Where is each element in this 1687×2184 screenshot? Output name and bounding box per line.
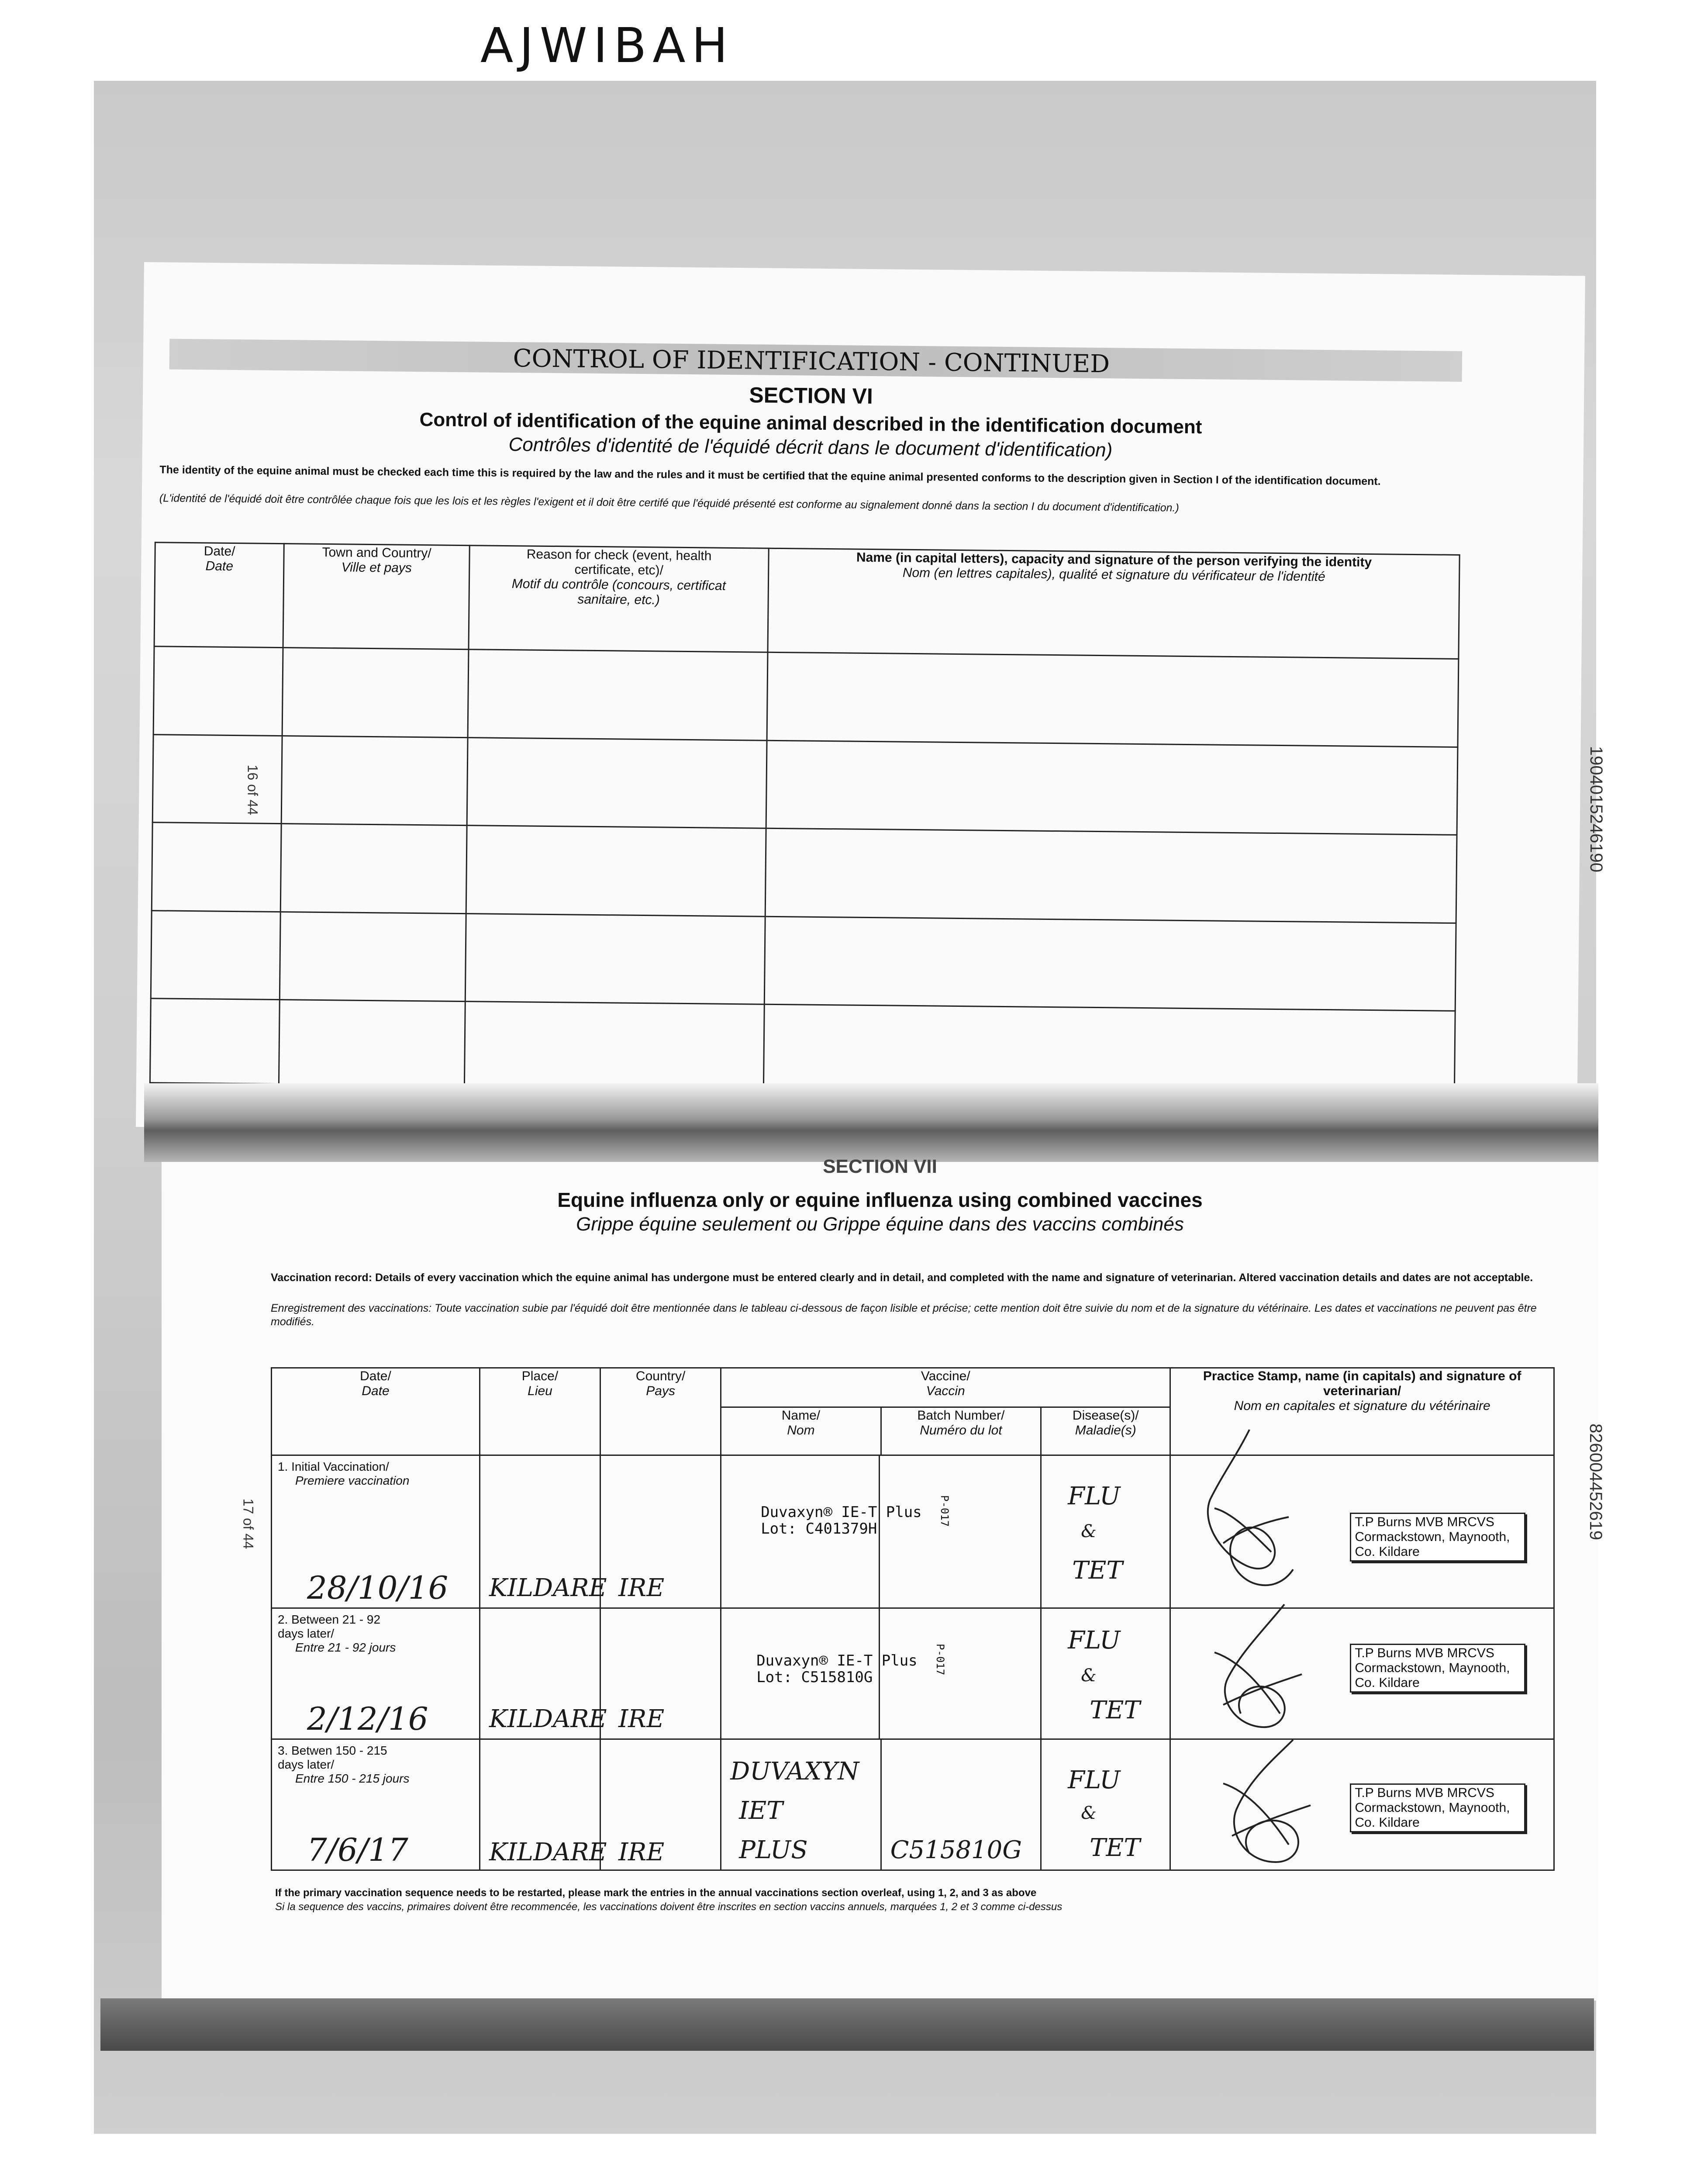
- col-town-fr: Ville et pays: [341, 560, 412, 575]
- vet-signature: [1188, 1735, 1328, 1875]
- page-section-vi: [136, 262, 1585, 1141]
- table-cell: [280, 824, 467, 914]
- table-cell: [465, 913, 765, 1004]
- table-row: [152, 734, 1458, 835]
- name-hw-3: PLUS: [739, 1836, 808, 1864]
- section-vii-title: SECTION VII: [823, 1156, 937, 1177]
- col-stamp-fr: Nom en capitales et signature du vétérinaire: [1234, 1399, 1490, 1413]
- col-place-fr: Lieu: [528, 1384, 552, 1398]
- name-hw-2: IET: [739, 1797, 783, 1825]
- section-title: SECTION VI: [749, 383, 873, 409]
- heading-en: Control of identification of the equine animal described in the identification document: [419, 409, 1202, 438]
- vet-cell: [1170, 1739, 1554, 1870]
- vet-signature: [1184, 1421, 1315, 1609]
- footer-fr: Si la sequence des vaccins, primaires doivent être recommencée, les vaccinations doivent être inscrites en section vaccins annuels, marquées 1, 2 et 3 comme ci-dessus: [275, 1901, 1063, 1913]
- stamp-line-1: T.P Burns MVB MRCVS: [1355, 1515, 1494, 1529]
- col-vaccine-en: Vaccine/: [921, 1369, 970, 1383]
- banner-title: CONTROL OF IDENTIFICATION - CONTINUED: [513, 344, 1110, 379]
- disease-1: FLU: [1068, 1482, 1121, 1510]
- vaccine-label-cell: [721, 1455, 1041, 1608]
- disease-3: TET: [1090, 1834, 1140, 1862]
- practice-stamp: [1350, 1513, 1525, 1562]
- sticker-code: P-017: [934, 1644, 947, 1676]
- sticker-lot: Lot: C515810G: [756, 1669, 873, 1686]
- col-place-en: Place/: [521, 1369, 559, 1383]
- practice-stamp: [1350, 1644, 1525, 1693]
- col-date: [272, 1368, 480, 1455]
- page-section-vii: [162, 1156, 1598, 2001]
- stamp-line-3: Co. Kildare: [1355, 1545, 1420, 1559]
- batch-divider: [879, 1609, 880, 1740]
- col-batch-en: Batch Number/: [917, 1408, 1005, 1423]
- row-label-cell: [272, 1455, 480, 1608]
- disease-cell: [1041, 1739, 1170, 1870]
- footer-en: If the primary vaccination sequence needs to be restarted, please mark the entries in the annual vaccinations section overleaf, using 1, 2, and 3 as above: [275, 1887, 1037, 1899]
- stamp-line-3: Co. Kildare: [1355, 1815, 1420, 1830]
- table-cell: [464, 1002, 764, 1089]
- table-cell: [766, 740, 1458, 835]
- table-cell: [467, 737, 767, 828]
- row-label-en: 2. Between 21 - 92 days later/: [278, 1613, 381, 1640]
- disease-cell: [1041, 1455, 1170, 1608]
- page-number-17: 17 of 44: [240, 1498, 256, 1549]
- col-date-fr: Date: [205, 559, 234, 574]
- disease-cell: [1041, 1608, 1170, 1739]
- disease-2: &: [1081, 1666, 1097, 1686]
- place-handwritten: KILDARE: [489, 1705, 607, 1733]
- vaccination-table: [271, 1367, 1555, 1871]
- country-handwritten: IRE: [618, 1705, 665, 1733]
- col-place: [480, 1368, 600, 1455]
- country-handwritten: IRE: [618, 1574, 665, 1602]
- disease-2: &: [1081, 1521, 1097, 1541]
- table-cell: [466, 826, 766, 916]
- vaccine-sticker: [756, 1652, 917, 1686]
- col-reason-en: Reason for check (event, health certificate, etc)/: [526, 547, 712, 578]
- table-cell: [765, 828, 1457, 923]
- stamp-line-1: T.P Burns MVB MRCVS: [1355, 1646, 1494, 1660]
- batch-divider: [879, 1456, 880, 1609]
- row-label-cell: [272, 1739, 480, 1870]
- col-verifier-en: Name (in capital letters), capacity and signature of the person verifying the identity: [856, 550, 1372, 570]
- vaccination-note-en: [271, 1271, 1581, 1285]
- edge-number-upper: 1904015246190: [1587, 746, 1606, 873]
- vet-cell: [1170, 1608, 1554, 1739]
- table-cell: [150, 999, 279, 1084]
- table-row: [153, 646, 1459, 747]
- col-disease: [1041, 1407, 1170, 1455]
- row-label-cell: [272, 1608, 480, 1739]
- page-fold: [144, 1083, 1598, 1162]
- vaccination-note-fr: Enregistrement des vaccinations: Toute vaccination subie par l'équidé doit être mentionnée dans le tableau ci-dessous de façon lisible et précise; cette mention doit être suivie du nom et de la signature du vétérinaire. Les dates et vaccinations ne peuvent pas être modifiés.: [271, 1302, 1537, 1328]
- col-reason-fr: Motif du contrôle (concours, certificat sanitaire, etc.): [511, 577, 726, 608]
- sticker-code: P-017: [938, 1495, 951, 1527]
- col-name-en: Name/: [781, 1408, 821, 1423]
- table-cell: [763, 1005, 1455, 1095]
- disease-3: TET: [1090, 1696, 1140, 1724]
- row-label-en: 3. Betwen 150 - 215 days later/: [278, 1744, 387, 1771]
- col-disease-fr: Maladie(s): [1075, 1423, 1136, 1438]
- practice-stamp: [1350, 1783, 1525, 1832]
- col-country: [600, 1368, 721, 1455]
- heading-vii-fr: Grippe équine seulement ou Grippe équine dans des vaccins combinés: [576, 1213, 1184, 1235]
- col-verifier: [768, 548, 1459, 659]
- table-cell: [152, 822, 281, 912]
- row-label-fr: Entre 150 - 215 jours: [295, 1772, 410, 1785]
- country-cell: [600, 1739, 721, 1870]
- date-handwritten: 7/6/17: [307, 1832, 408, 1868]
- col-batch-fr: Numéro du lot: [920, 1423, 1002, 1438]
- disease-3: TET: [1072, 1556, 1123, 1585]
- stamp-line-2: Cormackstown, Maynooth,: [1355, 1800, 1510, 1815]
- col-town: [283, 544, 469, 650]
- edge-number-lower: 826004452619: [1586, 1424, 1605, 1540]
- table-cell: [153, 646, 283, 736]
- table-cell: [767, 652, 1459, 747]
- table-cell: [764, 916, 1456, 1011]
- vaccination-row-3: [272, 1739, 1554, 1870]
- handwritten-reference: AJWIBAH: [480, 17, 734, 73]
- table-cell: [282, 647, 469, 737]
- sticker-product: Duvaxyn® IE-T Plus: [756, 1652, 918, 1669]
- vaccine-sticker: [761, 1504, 921, 1537]
- col-date-en: Date/: [204, 544, 235, 559]
- col-stamp-en: Practice Stamp, name (in capitals) and signature of veterinarian/: [1203, 1369, 1521, 1398]
- col-name-fr: Nom: [787, 1423, 815, 1438]
- table-cell: [468, 650, 768, 740]
- note-en: The identity of the equine animal must be checked each time this is required by the law and the rules and it must be certified that the equine animal presented conforms to the description given in Section I of the identification document.: [159, 463, 1381, 488]
- date-handwritten: 28/10/16: [307, 1569, 448, 1606]
- col-reason: [469, 546, 769, 652]
- place-cell: [480, 1739, 607, 1870]
- table-cell: [281, 736, 468, 826]
- col-country-en: Country/: [635, 1369, 686, 1383]
- note-fr: (L'identité de l'équidé doit être contrôlée chaque fois que les lois et les règles l'exigent et il doit être certifé que l'équidé présenté est conforme au signalement donné dans la section I du document d'identification.): [159, 492, 1179, 514]
- table-cell: [152, 734, 282, 823]
- vet-signature: [1188, 1600, 1319, 1744]
- disease-1: FLU: [1068, 1766, 1121, 1794]
- row-label-en: 1. Initial Vaccination/: [278, 1460, 389, 1473]
- binder-edge: [100, 1998, 1594, 2051]
- stamp-line-1: T.P Burns MVB MRCVS: [1355, 1786, 1494, 1800]
- place-cell: [480, 1455, 607, 1608]
- place-handwritten: KILDARE: [489, 1838, 607, 1866]
- col-date-fr: Date: [362, 1384, 390, 1398]
- table-cell: [279, 912, 466, 1002]
- place-handwritten: KILDARE: [489, 1574, 607, 1602]
- vaccination-row-1: [272, 1455, 1554, 1608]
- control-table: [149, 542, 1460, 1096]
- disease-1: FLU: [1068, 1626, 1121, 1655]
- table-row: [151, 910, 1456, 1011]
- col-vaccine-fr: Vaccin: [926, 1384, 965, 1398]
- disease-2: &: [1081, 1803, 1097, 1823]
- col-verifier-fr: Nom (en lettres capitales), qualité et signature du vérificateur de l'identité: [902, 565, 1325, 584]
- stamp-line-2: Cormackstown, Maynooth,: [1355, 1661, 1510, 1675]
- name-hw-1: DUVAXYN: [730, 1757, 859, 1786]
- row-label-fr: Premiere vaccination: [295, 1474, 410, 1487]
- col-name: [721, 1407, 881, 1455]
- name-cell: [721, 1739, 881, 1870]
- page-number-16: 16 of 44: [245, 764, 261, 816]
- stamp-line-2: Cormackstown, Maynooth,: [1355, 1530, 1510, 1544]
- table-cell: [279, 1000, 465, 1086]
- note-body: Details of every vaccination which the equine animal has undergone must be entered clearly and in detail, and completed with the name and signature of veterinarian. Altered vaccination details and dates are not acceptable.: [375, 1272, 1533, 1284]
- stamp-line-3: Co. Kildare: [1355, 1676, 1420, 1690]
- batch-handwritten: C515810G: [890, 1836, 1022, 1864]
- sticker-product: Duvaxyn® IE-T Plus: [761, 1503, 922, 1521]
- vaccination-row-2: [272, 1608, 1554, 1739]
- country-handwritten: IRE: [618, 1838, 665, 1866]
- country-cell: [600, 1608, 721, 1739]
- col-vaccine: [721, 1368, 1170, 1407]
- country-cell: [600, 1455, 721, 1608]
- col-country-fr: Pays: [646, 1384, 675, 1398]
- table-row: [150, 999, 1455, 1095]
- note-label: Vaccination record:: [271, 1272, 373, 1284]
- col-date: [154, 543, 284, 648]
- table-cell: [151, 910, 280, 999]
- row-label-fr: Entre 21 - 92 jours: [295, 1641, 396, 1654]
- vaccine-label-cell: [721, 1608, 1041, 1739]
- col-town-en: Town and Country/: [322, 545, 431, 561]
- table-row: [152, 822, 1457, 923]
- sticker-lot: Lot: C401379H: [761, 1520, 877, 1538]
- heading-fr: Contrôles d'identité de l'équidé décrit dans le document d'identification): [508, 434, 1113, 461]
- heading-vii-en: Equine influenza only or equine influenza using combined vaccines: [557, 1189, 1203, 1211]
- place-cell: [480, 1608, 607, 1739]
- batch-cell: [881, 1739, 1041, 1870]
- vet-cell: [1170, 1455, 1554, 1608]
- col-batch: [881, 1407, 1041, 1455]
- col-date-en: Date/: [360, 1369, 391, 1383]
- col-disease-en: Disease(s)/: [1072, 1408, 1139, 1423]
- date-handwritten: 2/12/16: [307, 1700, 428, 1737]
